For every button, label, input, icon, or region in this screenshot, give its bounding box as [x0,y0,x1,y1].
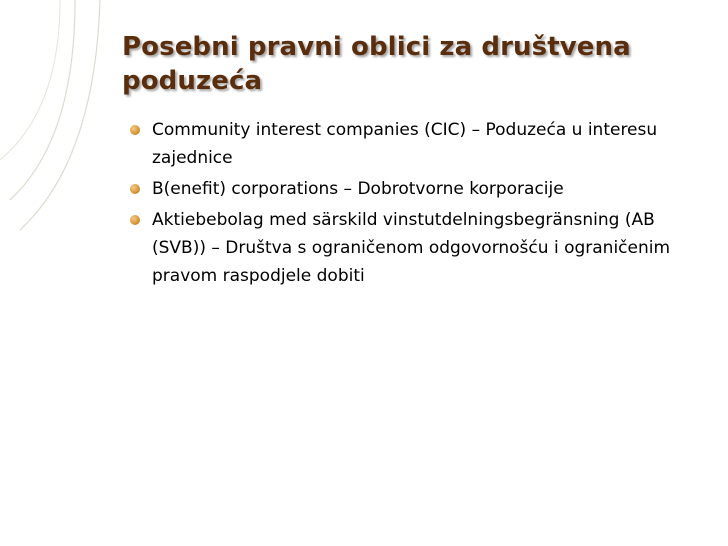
bullet-text: B(enefit) corporations – Dobrotvorne korporacije [152,179,564,199]
bullet-text: Community interest companies (CIC) – Poduzeća u interesu zajednice [152,120,658,168]
slide-title: Posebni pravni oblici za društvena poduzeća [122,32,631,96]
bullet-icon [130,215,140,225]
bullet-item [130,175,690,203]
bullet-text: Aktiebebolag med särskild vinstutdelningsbegränsning (AB (SVB)) – Društva s ograničenom odgovornošću i ograničenim pravom raspodjele dobiti [152,210,671,286]
bullet-list [130,116,690,293]
bullet-item [130,206,690,290]
bullet-icon [130,125,140,135]
bullet-item [130,116,690,172]
bullet-icon [130,184,140,194]
